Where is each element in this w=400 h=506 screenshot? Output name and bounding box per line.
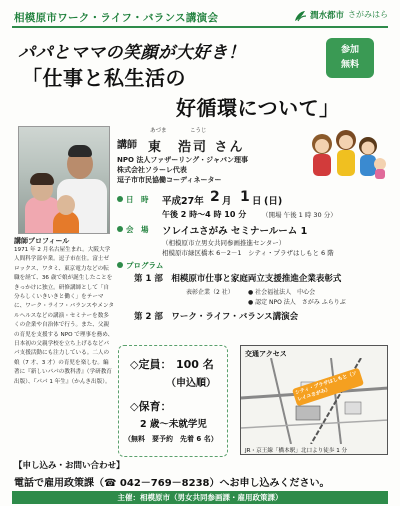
lecturer-affiliation: 株式会社ソラーレ代表 <box>117 166 187 174</box>
map-streets <box>241 358 388 444</box>
childcare-note: （無料 要予約 先着 6 名） <box>124 435 218 443</box>
event-title: 相模原市ワーク・ライフ・バランス講演会 <box>14 12 219 24</box>
lecturer-ruby-given: こうじ <box>190 128 207 134</box>
capacity-value: 100 名 <box>176 358 214 371</box>
free-admission-badge <box>326 38 374 78</box>
program-award-company: ● 社会福祉法人 中心会 <box>248 289 316 296</box>
doors-open-time: （開場 午後 1 時 30 分） <box>262 211 337 219</box>
date-month-unit: 月 <box>222 196 232 207</box>
date-day-unit: 日 <box>252 196 262 207</box>
city-kana: さがみはら <box>348 10 388 19</box>
venue-name: ソレイユさがみ セミナールーム 1 <box>162 226 308 237</box>
capacity-label: ◇定員： <box>130 358 172 371</box>
program-part-2: 第 2 部 ワーク・ライフ・バランス講演会 <box>134 312 299 322</box>
city-name: 潤水都市 <box>310 11 345 21</box>
date-label: 日 時 <box>126 195 149 204</box>
lecturer-label: 講師 <box>117 140 137 151</box>
profile-text: 1971 年 2 月名古屋生まれ。大阪大学人間科学部卒業。逗子市在住。富士ゼロックス、ワタミ、東京電力などの転職を経て、36 歳で娘が誕生したことをきっかけに独立。研修講師として「自分らしくいきいきと働く」をテーマに、ワーク・ライフ・バランスやメンタルヘルスなどの講演・セミナーを数多くの企業や自治体で行う。また、父親の育児を支援する NPO で理事を務め、日本初の父親学校を立ち上げるなどパパ支援活動にも注力している。二人の娘（7 才、3 才）の育児を楽しむ。編著に『新しいパパの教科書』（学研教育出版）、『パパ 1 年生』（かんき出版）。 <box>14 247 114 385</box>
family-illustration <box>306 126 388 184</box>
headline-line-2: 「仕事と私生活の <box>22 66 186 90</box>
city-logo-icon <box>293 9 307 23</box>
venue-sub-1: （相模原市立男女共同参画推進センター） <box>162 239 286 247</box>
childcare-label: ◇保育： <box>130 400 172 413</box>
capacity-note: （申込順） <box>166 378 216 389</box>
program-bullet-icon <box>117 262 123 268</box>
date-day: 1 <box>240 189 250 205</box>
map-callout: シティ・プラザはしもと（ソレイユさがみ） <box>292 368 364 407</box>
lecturer-affiliation: NPO 法人ファザーリング・ジャパン理事 <box>117 156 248 164</box>
lecturer-ruby-family: あづま <box>150 128 167 134</box>
lecturer-family-photo <box>18 126 110 234</box>
program-label: プログラム <box>126 261 164 270</box>
lecturer-affiliation: 逗子市市民協働コーディネーター <box>117 176 222 184</box>
date-month: 2 <box>210 189 220 205</box>
badge-line-1: 参加 <box>340 45 359 55</box>
program-award-company: ● 認定 NPO 法人 さがみ ふらりぶ <box>248 299 346 306</box>
header-divider <box>12 26 388 28</box>
headline-line-3: 好循環について」 <box>176 96 340 120</box>
venue-bullet-icon <box>117 226 123 232</box>
contact-heading: 【申し込み・お問い合わせ】 <box>14 461 125 471</box>
venue-label: 会 場 <box>126 225 149 234</box>
childcare-value: 2 歳～未就学児 <box>140 419 207 430</box>
date-bullet-icon <box>117 196 123 202</box>
date-weekday: (日) <box>264 196 283 207</box>
contact-phone-line: 電話で雇用政策課（☎ 042－769－8238）へお申し込みください。 <box>14 478 330 489</box>
headline-line-1: パパとママの笑顔が大好き！ <box>18 43 246 63</box>
program-award-label: 表彰企業（2 社） <box>186 289 234 296</box>
date-prefix: 平成27年 <box>162 196 204 207</box>
access-map <box>240 345 388 455</box>
badge-line-2: 無料 <box>340 60 359 70</box>
program-part-1: 第 1 部 相模原市仕事と家庭両立支援推進企業表彰式 <box>134 274 342 284</box>
lecturer-name: 東 浩司 さん <box>148 140 245 155</box>
profile-heading: 講師プロフィール <box>14 237 70 245</box>
event-time: 午後 2 時～4 時 10 分 <box>162 210 247 219</box>
map-title: 交通アクセス <box>245 350 287 358</box>
organizer-footer: 主催：相模原市（男女共同参画課・雇用政策課） <box>12 491 388 504</box>
map-caption: JR・京王線「橋本駅」北口より徒歩 1 分 <box>245 448 348 454</box>
venue-address: 相模原市緑区橋本 6－2－1 シティ・プラザはしもと 6 階 <box>162 249 334 257</box>
